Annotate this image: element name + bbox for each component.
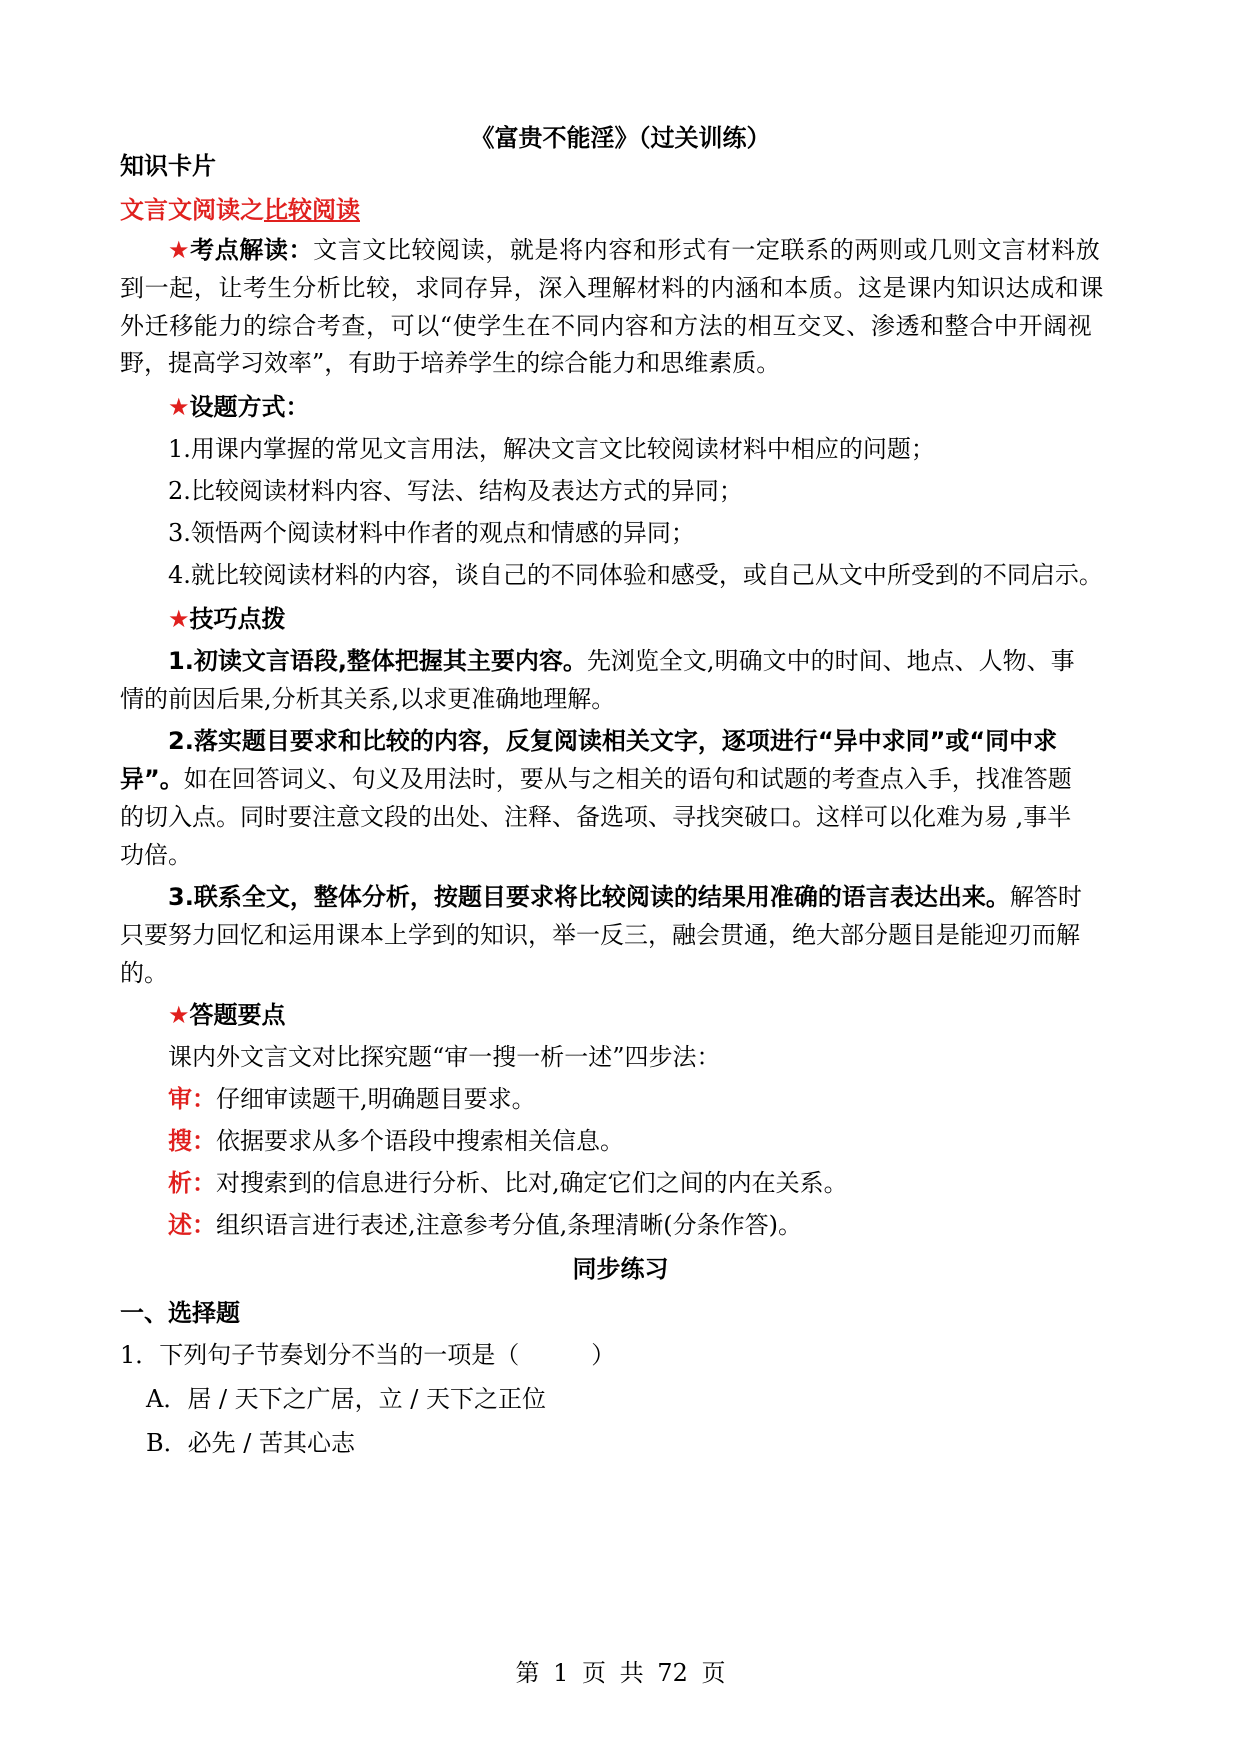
jiqiao-heading <box>168 601 286 637</box>
jiqiao-p3-line-3: 的。 <box>120 959 168 987</box>
kaodian-label: 考点解读： <box>190 236 314 264</box>
dati-step-shen <box>168 1081 536 1117</box>
dati-step-key: 审： <box>168 1085 216 1113</box>
jiqiao-p2-line-1: 2.落实题目要求和比较的内容，反复阅读相关文字，逐项进行“异中求同”或“同中求 <box>168 727 1058 755</box>
kaodian-text: 文言文比较阅读，就是将内容和形式有一定联系的两则或几则文言材料放 <box>313 236 1101 264</box>
jiqiao-label: 技巧点拨 <box>189 605 286 633</box>
dati-step-text: 依据要求从多个语段中搜索相关信息。 <box>216 1127 624 1155</box>
question-1-stem: 1．下列句子节奏划分不当的一项是（ ） <box>120 1341 616 1369</box>
jiqiao-p1-bold: 1.初读文言语段,整体把握其主要内容。 <box>168 647 587 675</box>
jiqiao-p1-line-2: 情的前因后果,分析其关系,以求更准确地理解。 <box>120 685 616 713</box>
dati-step-key: 述： <box>168 1211 216 1239</box>
dati-step-text: 仔细审读题干,明确题目要求。 <box>216 1085 536 1113</box>
sheti-item-3: 3.领悟两个阅读材料中作者的观点和情感的异同； <box>168 519 695 547</box>
sheti-label: 设题方式： <box>189 393 310 421</box>
jiqiao-p1-rest: 先浏览全文,明确文中的时间、地点、人物、事 <box>586 647 1075 675</box>
dati-step-sou <box>168 1123 624 1159</box>
jiqiao-p2-line-4: 功倍。 <box>120 841 192 869</box>
kaodian-line-4: 野，提高学习效率”，有助于培养学生的综合能力和思维素质。 <box>120 349 781 377</box>
star-icon: ★ <box>168 605 190 633</box>
dati-step-key: 搜： <box>168 1127 216 1155</box>
sheti-item-1: 1.用课内掌握的常见文言用法，解决文言文比较阅读材料中相应的问题； <box>168 435 935 463</box>
jiqiao-p1-line-1 <box>168 643 1075 679</box>
topic-heading <box>120 192 360 228</box>
question-1-option-a: A．居 / 天下之广居，立 / 天下之正位 <box>146 1385 547 1413</box>
kaodian-line-3: 外迁移能力的综合考查，可以“使学生在不同内容和方法的相互交叉、渗透和整合中开阔视 <box>120 312 1093 340</box>
star-icon: ★ <box>168 236 191 264</box>
sheti-item-4: 4.就比较阅读材料的内容，谈自己的不同体验和感受，或自己从文中所受到的不同启示。 <box>168 561 1103 589</box>
dati-step-shu <box>168 1207 802 1243</box>
question-1-option-b: B．必先 / 苦其心志 <box>146 1429 355 1457</box>
jiqiao-p2-rest: 如在回答词义、句义及用法时，要从与之相关的语句和试题的考查点入手，找准答题 <box>183 765 1072 793</box>
section-heading: 一、选择题 <box>120 1299 240 1327</box>
jiqiao-p2-line-3: 的切入点。同时要注意文段的出处、注释、备选项、寻找突破口。这样可以化难为易 ,事半 <box>120 803 1072 831</box>
jiqiao-p3-bold: 3.联系全文，整体分析，按题目要求将比较阅读的结果用准确的语言表达出来。 <box>168 883 1010 911</box>
dati-step-text: 组织语言进行表述,注意参考分值,条理清晰(分条作答)。 <box>216 1211 802 1239</box>
knowledge-card-heading: 知识卡片 <box>120 152 216 180</box>
jiqiao-p3-line-2: 只要努力回忆和运用课本上学到的知识，举一反三，融会贯通，绝大部分题目是能迎刃而解 <box>120 921 1080 949</box>
topic-prefix: 文言文阅读之 <box>120 196 264 224</box>
sheti-item-2: 2.比较阅读材料内容、写法、结构及表达方式的异同； <box>168 477 743 505</box>
dati-label: 答题要点 <box>189 1001 286 1029</box>
dati-step-key: 析： <box>168 1169 216 1197</box>
page-title: 《富贵不能淫》（过关训练） <box>470 124 771 152</box>
kaodian-line-2: 到一起，让考生分析比较，求同存异，深入理解材料的内涵和本质。这是课内知识达成和课 <box>120 274 1104 302</box>
sheti-heading <box>168 389 310 425</box>
jiqiao-p3-line-1 <box>168 879 1082 915</box>
topic-underlined: 比较阅读 <box>264 196 360 224</box>
page-footer: 第 1 页 共 72 页 <box>515 1659 726 1687</box>
dati-intro: 课内外文言文对比探究题“审一搜一析一述”四步法： <box>168 1043 721 1071</box>
dati-step-text: 对搜索到的信息进行分析、比对,确定它们之间的内在关系。 <box>216 1169 848 1197</box>
star-icon: ★ <box>168 393 190 421</box>
dati-heading <box>168 997 286 1033</box>
jiqiao-p2-bold: 异”。 <box>120 765 184 793</box>
jiqiao-p2-line-2 <box>120 761 1072 797</box>
jiqiao-p3-rest: 解答时 <box>1009 883 1082 911</box>
star-icon: ★ <box>168 1001 190 1029</box>
practice-title: 同步练习 <box>572 1255 669 1283</box>
dati-step-xi <box>168 1165 848 1201</box>
kaodian-line-1 <box>168 232 1100 268</box>
